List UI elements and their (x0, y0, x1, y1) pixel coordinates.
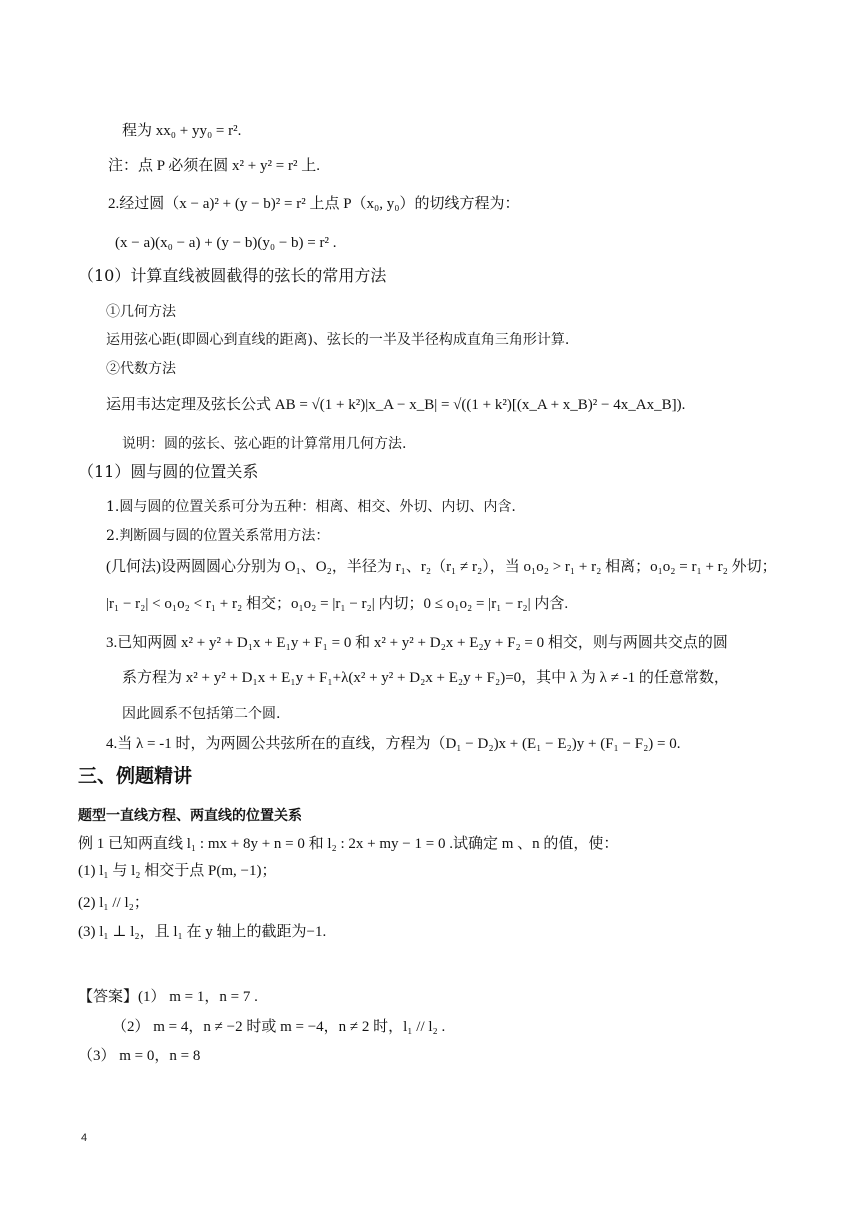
text-line: 程为 xx₀ + yy₀ = r². (122, 123, 242, 139)
text-line: 系方程为 x² + y² + D₁x + E₁y + F₁+λ(x² + y² + D₂x + E₂y + F₂)=0，其中 λ 为 λ ≠ -1 的任意常数， (122, 670, 729, 686)
text-line: 运用韦达定理及弦长公式 AB = √(1 + k²)|x_A − x_B| = √((1 + k²)[(x_A + x_B)² − 4x_Ax_B]). (106, 397, 686, 413)
page-number: 4 (81, 1132, 88, 1144)
text-line: 因此圆系不包括第二个圆. (122, 706, 281, 722)
text-line: 2.经过圆（x − a)² + (y − b)² = r² 上点 P（x₀, y₀）的切线方程为： (108, 196, 520, 212)
example-item: (1) l₁ 与 l₂ 相交于点 P(m, −1)； (78, 863, 277, 879)
subsection-heading: 题型一直线方程、两直线的位置关系 (78, 808, 302, 824)
text-line: 3.已知两圆 x² + y² + D₁x + E₁y + F₁ = 0 和 x² + y² + D₂x + E₂y + F₂ = 0 相交，则与两圆共交点的圆 (106, 635, 728, 651)
text-line: (几何法)设两圆圆心分别为 O₁、O₂，半径为 r₁、r₂（r₁ ≠ r₂），当 o₁o₂ > r₁ + r₂ 相离；o₁o₂ = r₁ + r₂ 外切； (106, 559, 777, 575)
text-line: ②代数方法 (106, 361, 176, 377)
text-line: 说明：圆的弦长、弦心距的计算常用几何方法. (122, 436, 407, 452)
text-line: 2.判断圆与圆的位置关系常用方法： (106, 528, 330, 544)
text-line: 4.当 λ = -1 时，为两圆公共弦所在的直线，方程为（D₁ − D₂)x + (E₁ − E₂)y + (F₁ − F₂) = 0. (106, 736, 681, 752)
example-item: (2) l₁ // l₂； (78, 895, 149, 911)
answer-line: 【答案】(1） m = 1，n = 7 . (78, 989, 258, 1005)
example-item: (3) l₁ ⊥ l₂，且 l₁ 在 y 轴上的截距为−1. (78, 924, 327, 940)
text-line: ①几何方法 (106, 304, 176, 320)
section-heading: （11）圆与圆的位置关系 (78, 462, 259, 481)
text-line: |r₁ − r₂| < o₁o₂ < r₁ + r₂ 相交；o₁o₂ = |r₁ − r₂| 内切；0 ≤ o₁o₂ = |r₁ − r₂| 内含. (106, 596, 569, 612)
text-line: 运用弦心距(即圆心到直线的距离)、弦长的一半及半径构成直角三角形计算. (106, 332, 570, 348)
text-line: 注：点 P 必须在圆 x² + y² = r² 上. (108, 158, 320, 174)
text-line: (x − a)(x₀ − a) + (y − b)(y₀ − b) = r² . (115, 235, 337, 251)
chapter-heading: 三、例题精讲 (78, 765, 193, 787)
answer-line: （2） m = 4，n ≠ −2 时或 m = −4，n ≠ 2 时，l₁ // l₂ . (112, 1019, 446, 1035)
answer-line: （3） m = 0，n = 8 (78, 1048, 201, 1064)
text-line: 1.圆与圆的位置关系可分为五种：相离、相交、外切、内切、内含. (106, 499, 516, 515)
example-statement: 例 1 已知两直线 l₁ : mx + 8y + n = 0 和 l₂ : 2x + my − 1 = 0 .试确定 m 、n 的值，使： (78, 836, 619, 852)
section-heading: （10）计算直线被圆截得的弦长的常用方法 (78, 266, 387, 285)
